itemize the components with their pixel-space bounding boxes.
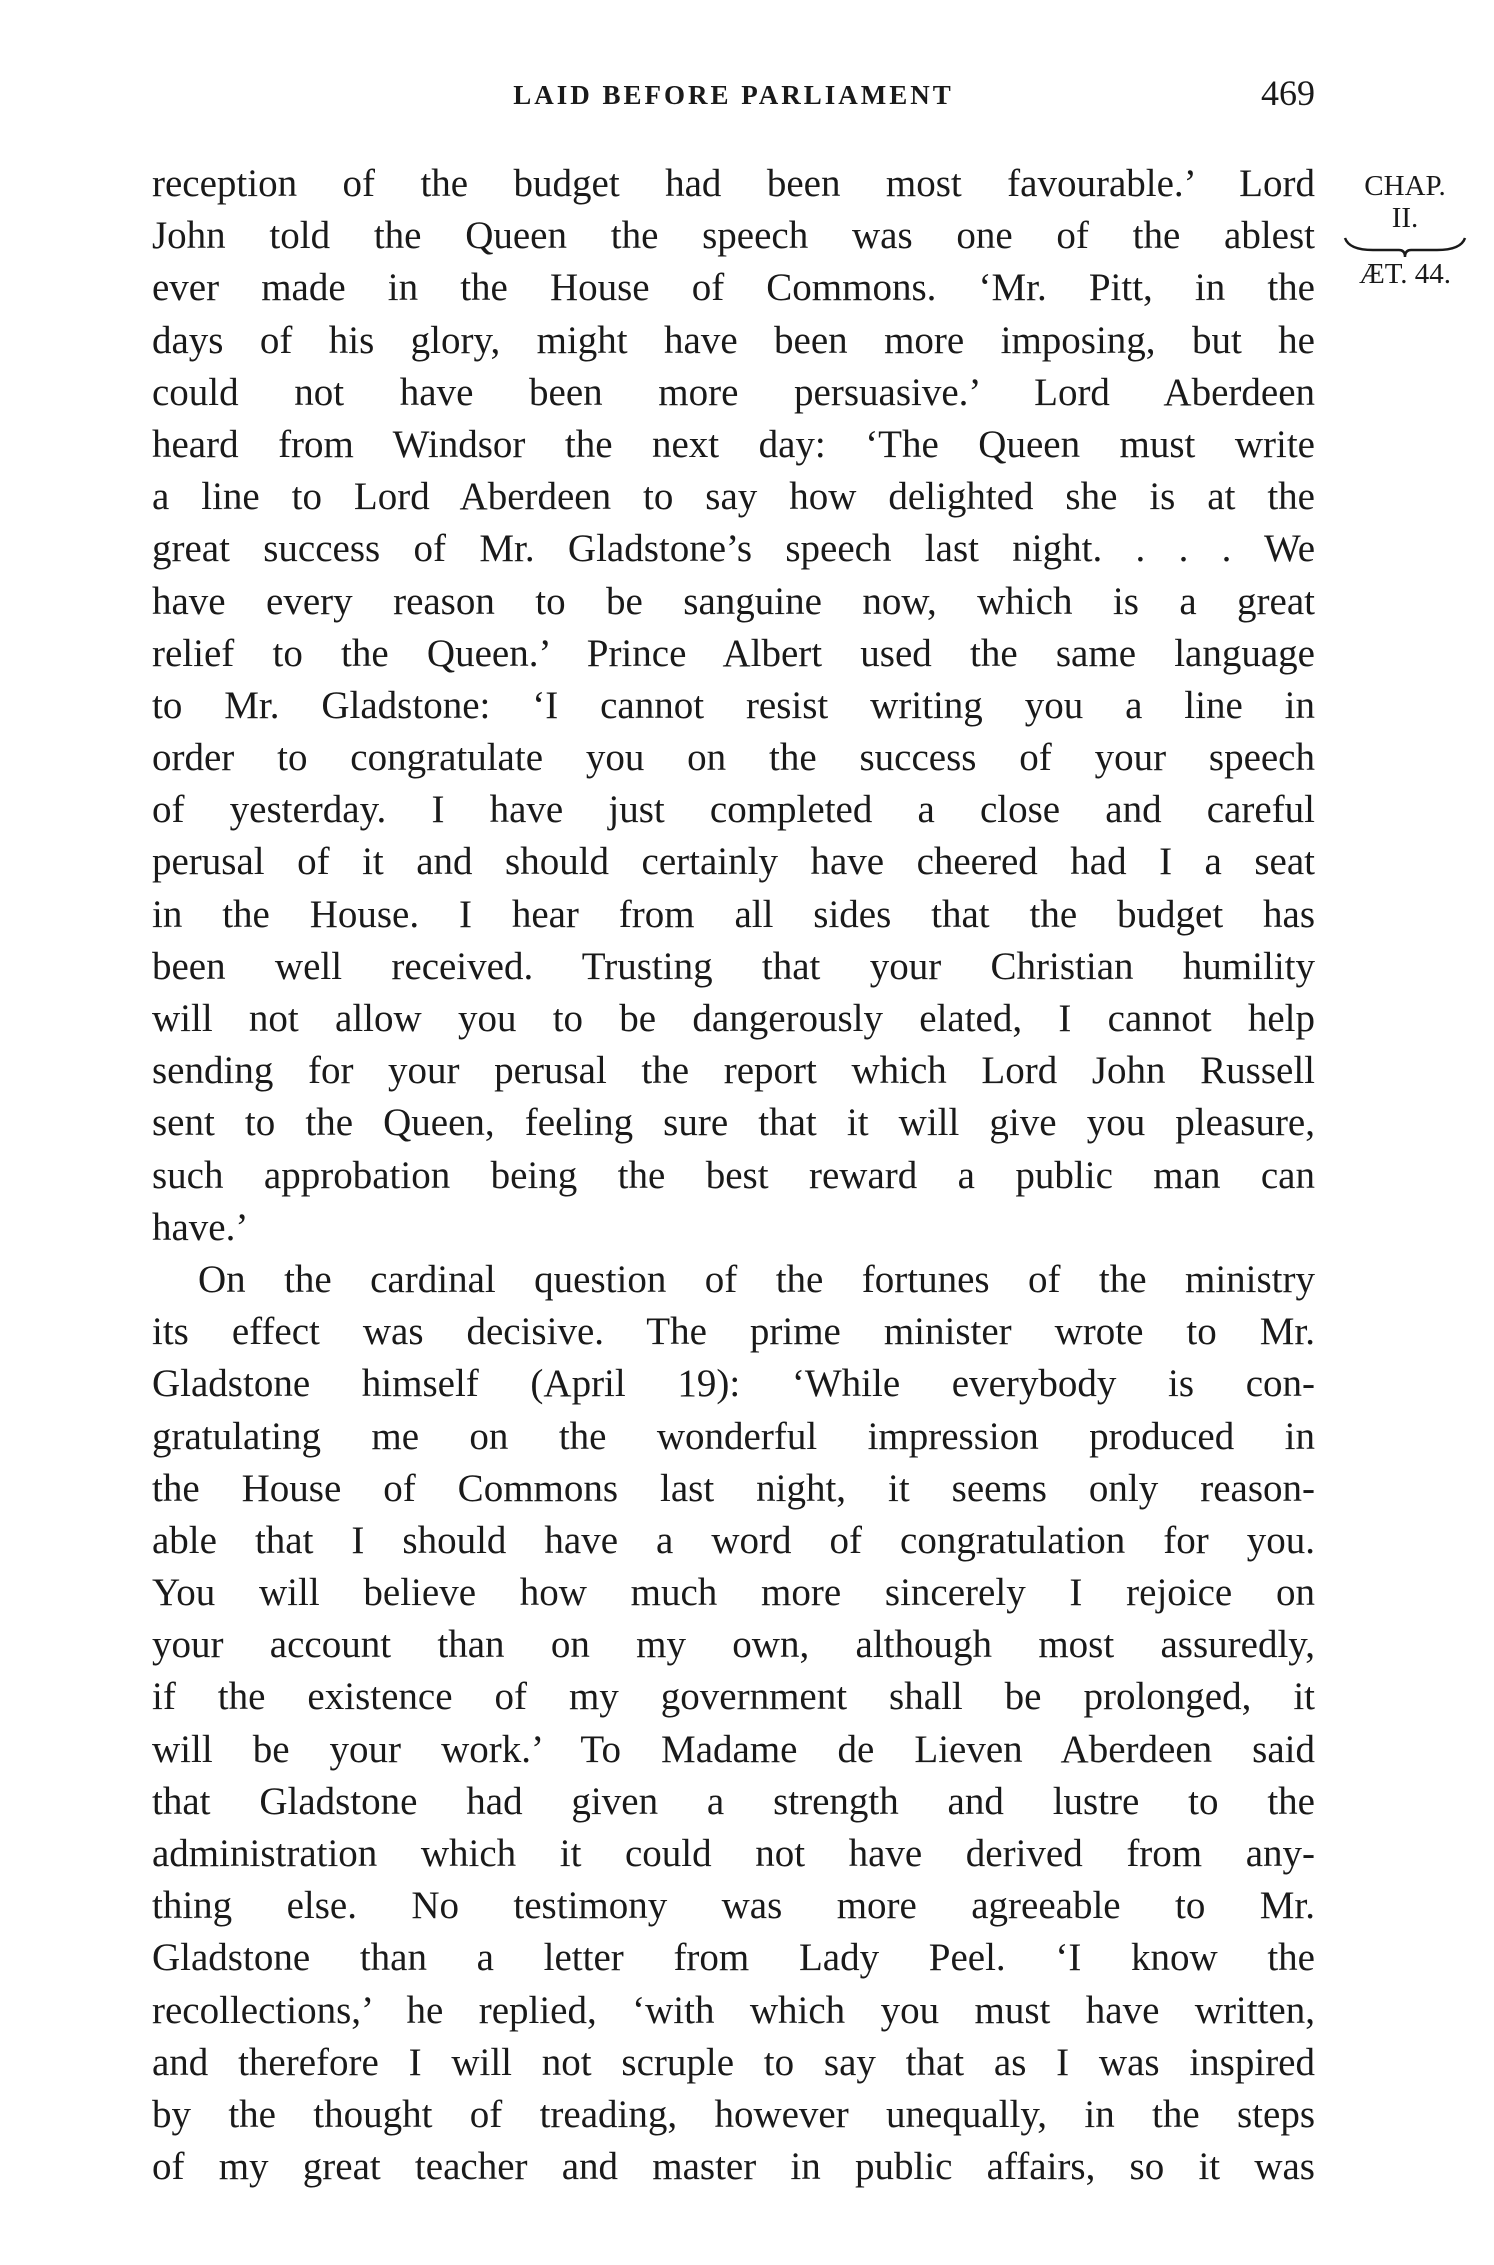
text-line: its effect was decisive. The prime minister wrote to Mr. bbox=[152, 1310, 1315, 1354]
running-title: LAID BEFORE PARLIAMENT bbox=[513, 80, 954, 110]
text-line: recollections,’ he replied, ‘with which you must have written, bbox=[152, 1988, 1315, 2032]
text-line: reception of the budget had been most favourable.’ Lord bbox=[152, 162, 1315, 205]
text-line: relief to the Queen.’ Prince Albert used the same language bbox=[152, 631, 1315, 675]
text-line: that Gladstone had given a strength and lustre to the bbox=[152, 1779, 1315, 1823]
text-line: will be your work.’ To Madame de Lieven Aberdeen said bbox=[152, 1727, 1315, 1771]
text-line: great success of Mr. Gladstone’s speech last night. . . . We bbox=[152, 527, 1315, 571]
margin-note bbox=[1340, 170, 1470, 290]
text-line: will not allow you to be dangerously elated, I cannot help bbox=[152, 997, 1315, 1040]
text-line: days of his glory, might have been more imposing, but he bbox=[152, 318, 1315, 362]
text-line: Gladstone himself (April 19): ‘While everybody is con- bbox=[152, 1362, 1315, 1406]
text-line: thing else. No testimony was more agreeable to Mr. bbox=[152, 1884, 1315, 1928]
text-line: order to congratulate you on the success of your speech bbox=[152, 736, 1315, 780]
text-line: by the thought of treading, however unequally, in the steps bbox=[152, 2092, 1315, 2136]
text-line: the House of Commons last night, it seems only reason- bbox=[152, 1466, 1315, 1510]
body-text bbox=[152, 158, 1315, 2193]
text-line: have every reason to be sanguine now, which is a great bbox=[152, 579, 1315, 623]
text-line: in the House. I hear from all sides that the budget has bbox=[152, 892, 1315, 936]
text-line: to Mr. Gladstone: ‘I cannot resist writing you a line in bbox=[152, 683, 1315, 727]
text-line: of my great teacher and master in public affairs, so it was bbox=[152, 2145, 1315, 2189]
text-line: sent to the Queen, feeling sure that it will give you pleasure, bbox=[152, 1101, 1315, 1145]
text-line: able that I should have a word of congratulation for you. bbox=[152, 1518, 1315, 1562]
text-line: ever made in the House of Commons. ‘Mr. Pitt, in the bbox=[152, 266, 1315, 310]
chapter-number: II. bbox=[1391, 202, 1419, 234]
text-line: your account than on my own, although most assuredly, bbox=[152, 1623, 1315, 1667]
running-head bbox=[152, 72, 1315, 122]
page-number: 469 bbox=[1261, 73, 1315, 113]
text-line: could not have been more persuasive.’ Lord Aberdeen bbox=[152, 370, 1315, 414]
text-line: Gladstone than a letter from Lady Peel. ‘I know the bbox=[152, 1936, 1315, 1980]
text-line: and therefore I will not scruple to say that as I was inspired bbox=[152, 2040, 1315, 2084]
text-line: sending for your perusal the report which Lord John Russell bbox=[152, 1049, 1315, 1093]
text-line: have.’ bbox=[152, 1205, 249, 1249]
text-line: been well received. Trusting that your Christian humility bbox=[152, 944, 1315, 988]
text-line: heard from Windsor the next day: ‘The Queen must write bbox=[152, 422, 1315, 466]
text-line: such approbation being the best reward a public man can bbox=[152, 1153, 1315, 1197]
text-line: On the cardinal question of the fortunes of the ministry bbox=[198, 1257, 1315, 1301]
chapter-label: CHAP. bbox=[1364, 170, 1446, 202]
text-line: John told the Queen the speech was one of the ablest bbox=[152, 214, 1315, 258]
text-line: of yesterday. I have just completed a close and careful bbox=[152, 788, 1315, 832]
text-line: a line to Lord Aberdeen to say how delighted she is at the bbox=[152, 475, 1315, 519]
brace-icon bbox=[1343, 236, 1467, 258]
text-line: You will believe how much more sincerely I rejoice on bbox=[152, 1571, 1315, 1615]
text-line: gratulating me on the wonderful impression produced in bbox=[152, 1414, 1315, 1458]
age-note: ÆT. 44. bbox=[1358, 258, 1452, 290]
text-line: if the existence of my government shall be prolonged, it bbox=[152, 1675, 1315, 1719]
text-line: administration which it could not have derived from any- bbox=[152, 1832, 1315, 1875]
text-line: perusal of it and should certainly have cheered had I a seat bbox=[152, 840, 1315, 884]
